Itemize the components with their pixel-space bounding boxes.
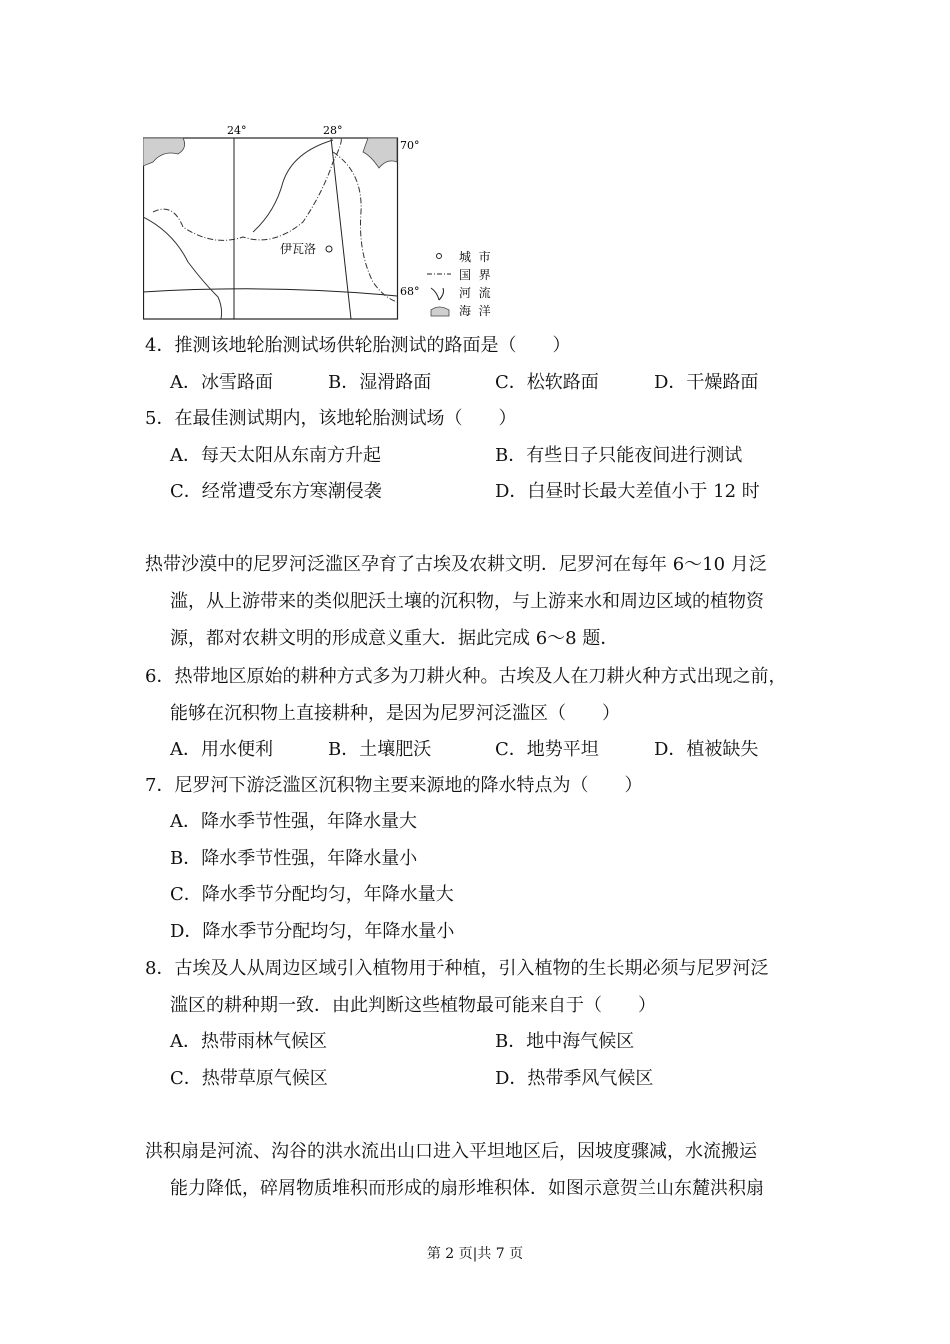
question-7-option-d: D．降水季节分配均匀，年降水量小 [170, 921, 455, 942]
question-7-option-a: A．降水季节性强，年降水量大 [170, 811, 417, 832]
question-4-stem: 4．推测该地轮胎测试场供轮胎测试的路面是（ ） [145, 335, 571, 356]
map-legend [427, 250, 491, 318]
legend-label: 海 洋 [459, 304, 491, 318]
legend-label: 城 市 [459, 250, 491, 264]
city-label: 伊瓦洛 [280, 242, 317, 256]
question-4-option-c: C．松软路面 [495, 372, 599, 393]
sea-area [363, 138, 397, 168]
question-5-option-b: B．有些日子只能夜间进行测试 [495, 445, 743, 466]
city-icon [326, 246, 332, 252]
question-6-option-c: C．地势平坦 [495, 739, 599, 760]
page-footer: 第 2 页|共 7 页 [426, 1246, 524, 1262]
question-8-stem: 8．古埃及人从周边区域引入植物用于种植，引入植物的生长期必须与尼罗河泛 [145, 958, 769, 979]
river-icon [431, 288, 444, 300]
question-6-option-a: A．用水便利 [170, 739, 273, 760]
city-icon [437, 254, 442, 259]
map-frame [144, 138, 398, 319]
question-4-option-d: D．干燥路面 [654, 372, 759, 393]
legend-label: 河 流 [459, 286, 491, 300]
question-5-option-d: D．白昼时长最大差值小于 12 时 [495, 481, 760, 502]
question-7-stem: 7．尼罗河下游泛滥区沉积物主要来源地的降水特点为（ ） [145, 775, 643, 796]
question-4-option-b: B．湿滑路面 [328, 372, 432, 393]
passage-line: 源，都对农耕文明的形成意义重大．据此完成 6～8 题． [170, 628, 619, 649]
lat-label-70: 70° [400, 139, 420, 152]
latitude-line [143, 289, 397, 296]
question-4-option-a: A．冰雪路面 [170, 372, 273, 393]
question-7-option-b: B．降水季节性强，年降水量小 [170, 848, 418, 869]
question-8-option-d: D．热带季风气候区 [495, 1068, 654, 1089]
question-7-option-c: C．降水季节分配均匀，年降水量大 [170, 884, 454, 905]
sea-icon [431, 307, 449, 316]
question-5-stem: 5．在最佳测试期内，该地轮胎测试场（ ） [145, 408, 517, 429]
question-6-stem-cont: 能够在沉积物上直接耕种，是因为尼罗河泛滥区（ ） [170, 703, 620, 724]
question-8-stem-cont: 滥区的耕种期一致．由此判断这些植物最可能来自于（ ） [170, 995, 656, 1016]
question-8-option-c: C．热带草原气候区 [170, 1068, 328, 1089]
border-line [153, 138, 341, 240]
question-5-option-a: A．每天太阳从东南方升起 [170, 445, 381, 466]
river-line [253, 140, 333, 232]
river-line [143, 217, 222, 319]
map-figure [143, 122, 505, 320]
question-6-option-b: B．土壤肥沃 [328, 739, 432, 760]
question-8-option-b: B．地中海气候区 [495, 1031, 635, 1052]
lon-label-24: 24° [227, 124, 247, 137]
legend-label: 国 界 [459, 268, 491, 282]
passage-line: 热带沙漠中的尼罗河泛滥区孕育了古埃及农耕文明．尼罗河在每年 6～10 月泛 [145, 554, 767, 575]
lon-label-28: 28° [323, 124, 343, 137]
passage-line: 洪积扇是河流、沟谷的洪水流出山口进入平坦地区后，因坡度骤减，水流搬运 [145, 1141, 757, 1162]
question-5-option-c: C．经常遭受东方寒潮侵袭 [170, 481, 382, 502]
border-line [333, 152, 397, 302]
passage-line: 滥，从上游带来的类似肥沃土壤的沉积物，与上游来水和周边区域的植物资 [170, 591, 764, 612]
lat-label-68: 68° [400, 285, 420, 298]
passage-line: 能力降低，碎屑物质堆积而形成的扇形堆积体．如图示意贺兰山东麓洪积扇 [170, 1178, 764, 1199]
sea-area [143, 138, 185, 166]
question-8-option-a: A．热带雨林气候区 [170, 1031, 327, 1052]
question-6-option-d: D．植被缺失 [654, 739, 759, 760]
question-6-stem: 6．热带地区原始的耕种方式多为刀耕火种。古埃及人在刀耕火种方式出现之前， [145, 666, 787, 687]
